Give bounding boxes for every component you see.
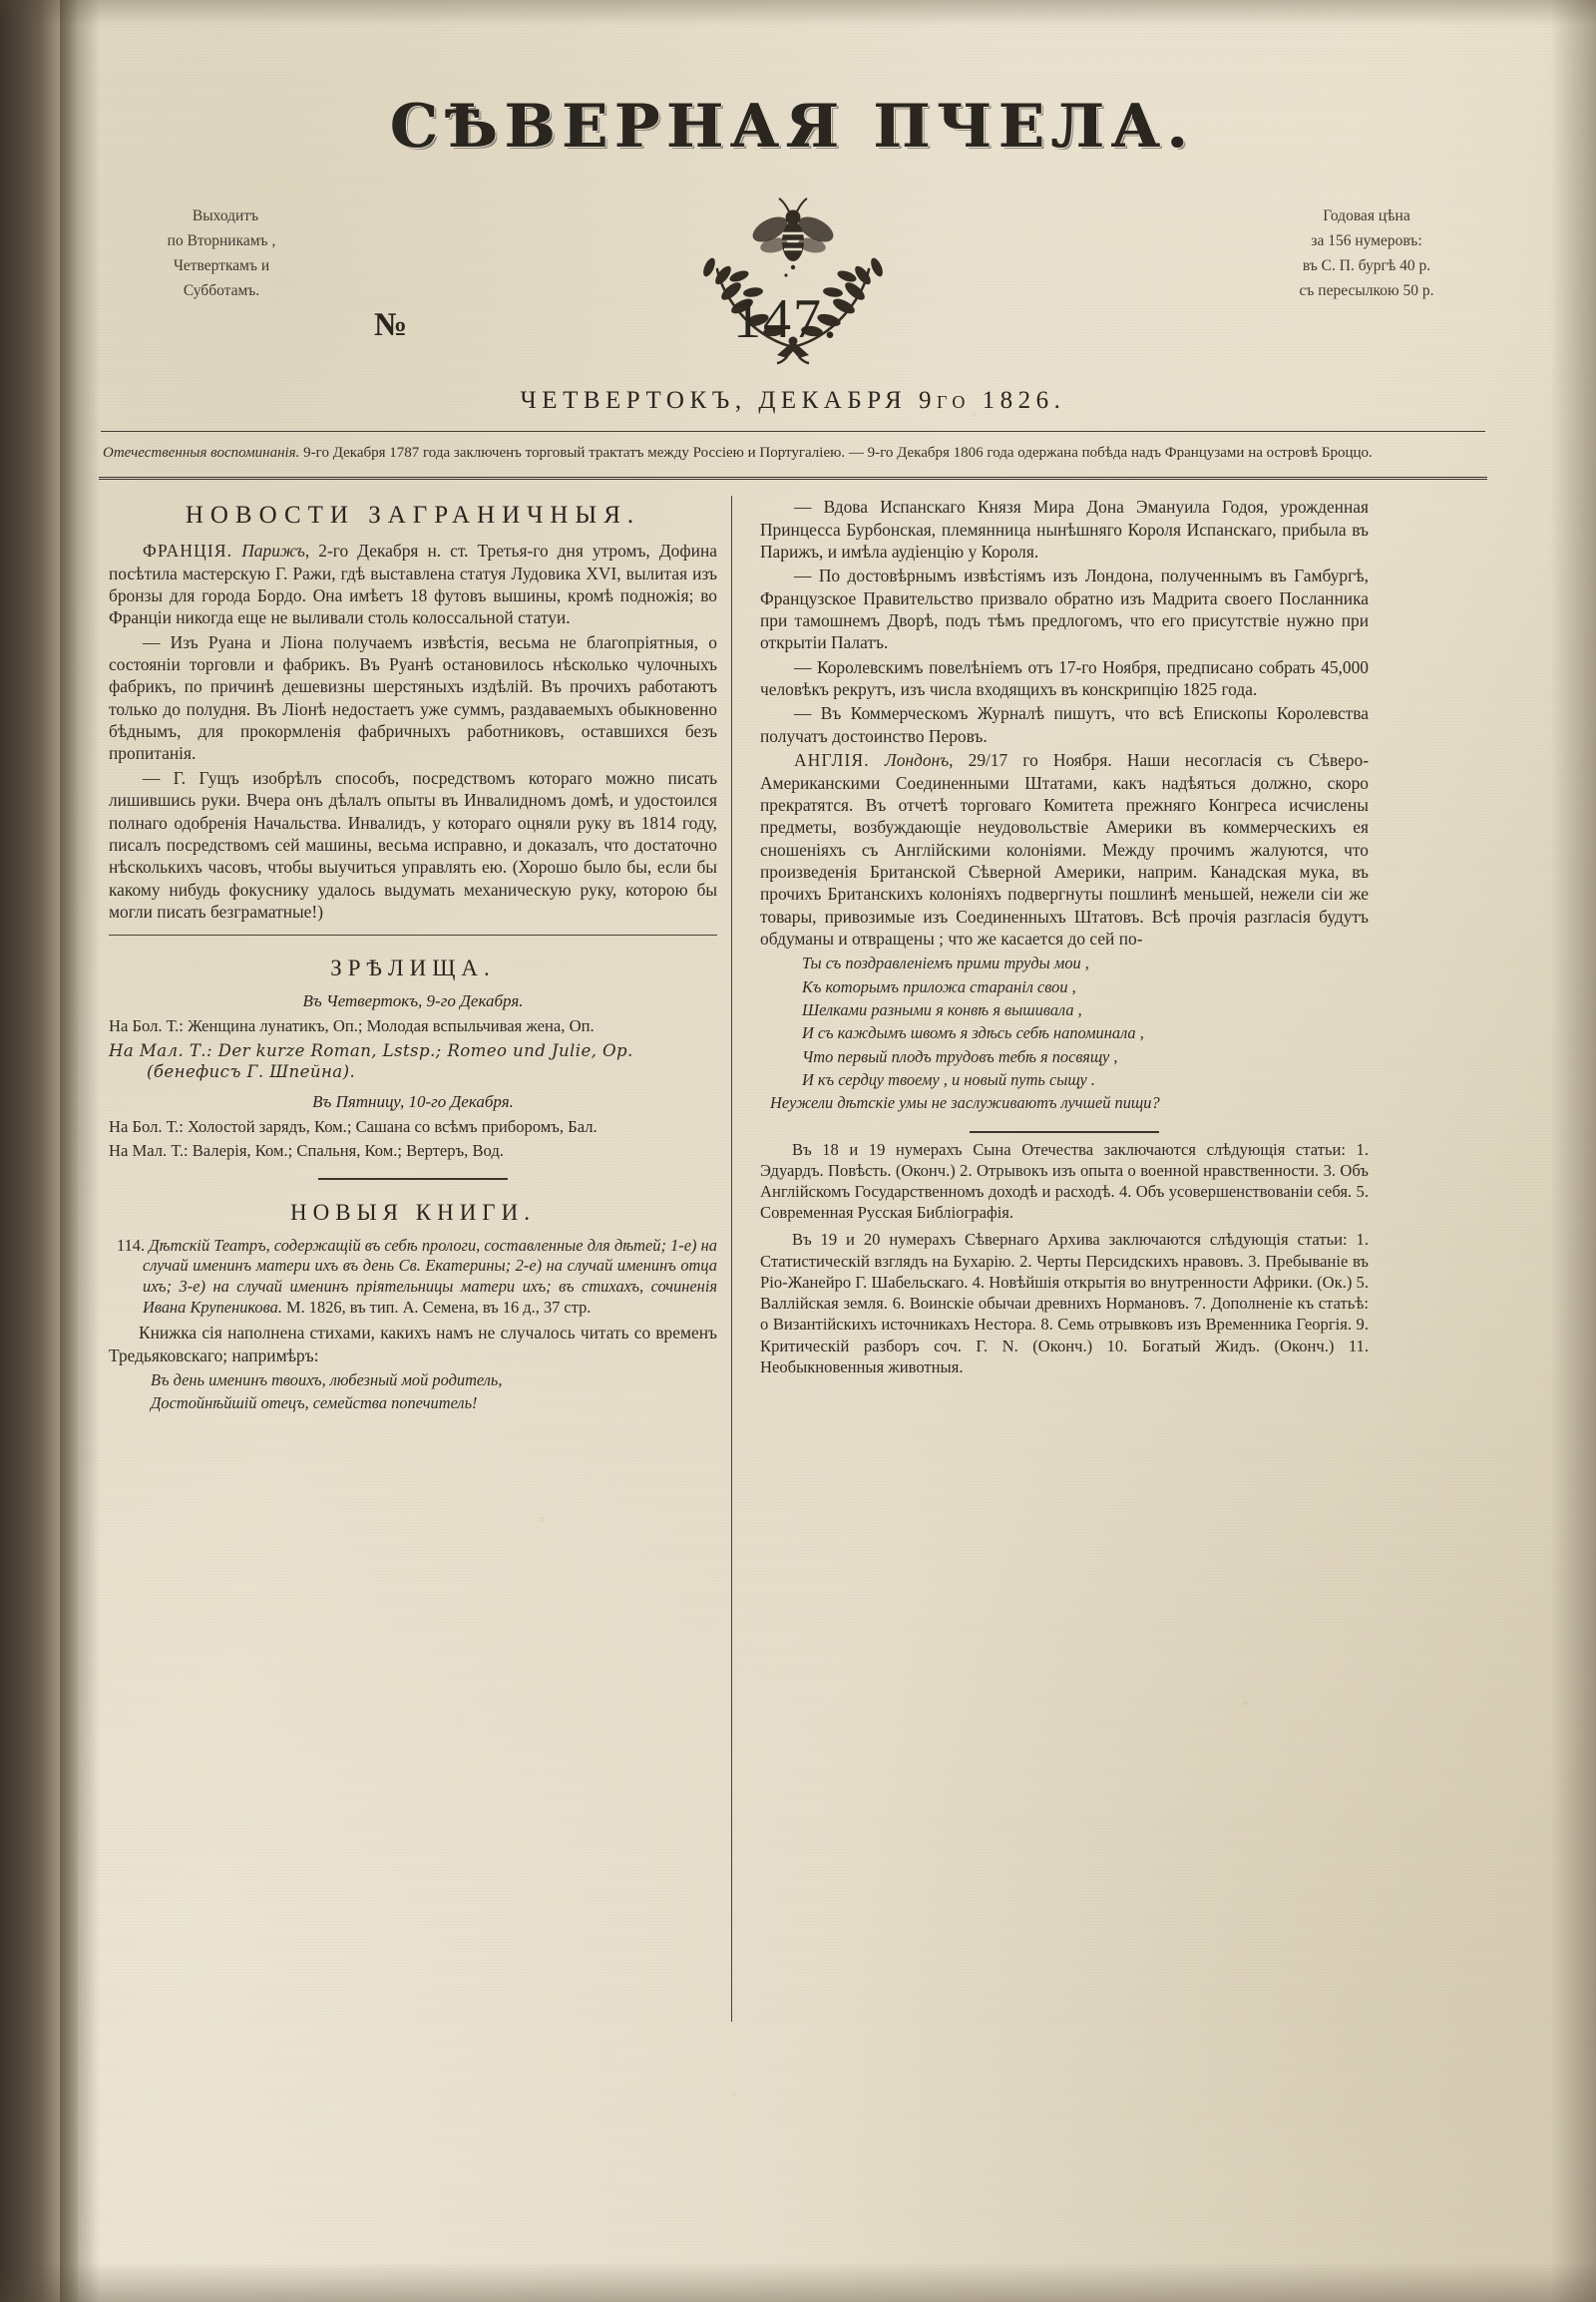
spectacles-listing: На Бол. Т.: Женщина лунатикъ, Оп.; Молодая вспыльчивая жена, Оп.: [109, 1016, 595, 1036]
book-entry: [109, 1236, 717, 1319]
schedule-line-4: Субботамъ.: [183, 282, 260, 300]
verse-line: Къ которымъ приложа стараніл свои ,: [802, 976, 1076, 996]
verse-line: Въ день именинъ твоихъ, любезный мой родитель,: [151, 1369, 503, 1389]
book-entry-number: 114.: [117, 1235, 146, 1255]
schedule-line-2: по Вторникамъ ,: [167, 232, 276, 250]
verse-line: Шелками разными я конвѣ я вышивала ,: [802, 1000, 1082, 1020]
article-england-text: Наши несогласія съ Сѣверо-Американскими Соединенными Штатами, какъ надѣяться должно, скоро прекратятся. Въ отчетѣ торговаго Комитета прежняго Конгреса исчислены предметы, возбуждающіе неудовольствіе Америки въ коммерческихъ ея сношеніяхъ съ Англійскими колоніями. Между прочимъ жалуются, что произведенія Британской Сѣверной Америки, наприм. Канадская мука, въ прочихъ Британскихъ колоніяхъ подвергнуты пошлинѣ меньшей, нежели сіи же товары, привозимые изъ Соединенныхъ Штатовъ. Всѣ прочія разгласія будутъ обдуманы и отвращены ; что же касается до сей по-: [760, 750, 1369, 950]
masthead-title: СѢВЕРНАЯ ПЧЕЛА.: [390, 92, 1196, 162]
right-column: [732, 496, 1383, 2022]
memorial-notes: [103, 442, 1483, 465]
price-line-2: за 156 нумеровъ:: [1311, 232, 1422, 250]
verse-line: И къ сердцу твоему , и новый путь сыщу .: [802, 1069, 1095, 1089]
price-line-1: Годовая цѣна: [1323, 207, 1410, 224]
issue-number-value: 147.: [733, 288, 839, 350]
section-title-new-books: НОВЫЯ КНИГИ.: [290, 1199, 536, 1225]
continued-verse-quote: [760, 952, 1369, 1114]
top-page-shadow: [0, 0, 1596, 26]
book-entry-imprint: М. 1826, въ тип. А. Семена, въ 16 д., 37 стр.: [281, 1297, 592, 1317]
article-french-envoy-madrid: — По достовѣрнымъ извѣстіямъ изъ Лондона, полученнымъ въ Гамбургѣ, Французское Правительство призвало обратно изъ Мадрита своего Посланника при тамошнемъ Дворѣ, подъ тѣмъ предлогомъ, что его присутствіе нужно при открытіи Палатъ.: [760, 566, 1369, 653]
verse-line: Достойнѣйшій отецъ, семейства попечитель!: [151, 1393, 478, 1413]
verse-line: И съ каждымъ швомъ я здѣсь себѣ напоминала ,: [802, 1023, 1144, 1043]
article-place-england: АНГЛІЯ.: [794, 750, 870, 771]
memorial-heading: Отечественныя воспоминанія.: [103, 445, 300, 461]
article-city-london: Лондонъ: [884, 750, 950, 771]
rule-above-memorial: [101, 431, 1485, 432]
journal-contents-northern-archive: Въ 19 и 20 нумерахъ Сѣвернаго Архива заключаются слѣдующія статьи: 1. Статистическій взглядъ на Бухарію. 2. Черты Персидскихъ нравовъ. 3. Пребываніе въ Ріо-Жанейро Г. Шабельскаго. 4. Новѣйшія открытія во внутренности Африки. (Ок.) 5. Валлійская земля. 6. Воинскіе обычаи древнихъ Нормановъ. 7. Дополненіе къ статьѣ: о Византійскихъ источникахъ Нестора. 8. Семь отрывковъ изъ Временника Георгія. 9. Критическій разборъ соч. Г. N. (Оконч.) 10. Богатый Жидъ. (Оконч.) 11. Необыкновенныя животныя.: [760, 1230, 1369, 1376]
book-review-text: Книжка сія наполнена стихами, какихъ намъ не случалось читать со временъ Тредьяковскаго; напримѣръ:: [109, 1323, 717, 1365]
price-line-4: съ пересылкою 50 р.: [1299, 282, 1434, 300]
spectacles-day-heading-friday: Въ Пятницу, 10-го Декабря.: [312, 1092, 514, 1112]
publication-schedule: [117, 203, 326, 303]
masthead-info-row: [95, 180, 1491, 379]
article-england-date: , 29/17 го Ноября.: [949, 750, 1112, 771]
article-england-london: [760, 749, 1369, 950]
rule-above-journal-contents: [970, 1131, 1159, 1133]
article-france: [109, 540, 717, 628]
newspaper-page: [95, 0, 1491, 2302]
gutter-shadow: [60, 0, 100, 2302]
rule-above-new-books: [318, 1178, 508, 1180]
bottom-page-shadow: [0, 2262, 1596, 2302]
price-line-3: въ С. П. бургѣ 40 р.: [1302, 257, 1431, 275]
body-columns: [95, 496, 1491, 2022]
subscription-price: [1252, 203, 1481, 303]
book-verse-quote: [109, 1368, 717, 1415]
article-recruitment-decree: — Королевскимъ повелѣніемъ отъ 17-го Ноября, предписано собрать 45,000 человѣкъ рекрутъ, изъ числа входящихъ въ конскрипцію 1825 года.: [760, 656, 1369, 700]
article-gushch-invention: — Г. Гущъ изобрѣлъ способъ, посредствомъ котораго можно писать лишившись руки. Вчера онъ дѣлалъ опыты въ Инвалидномъ домѣ, и удостоился полнаго одобренія Начальства. Инвалидъ, у котораго оцняли руку въ 1814 году, писалъ посредствомъ сей машины, весьма исправно, и доказалъ, что достаточно нѣсколькихъ часовъ, чтобы выучиться управлять ею. (Хорошо было бы, если бы какому нибудь фокуснику удалось выдумать механическую руку, которою бы могли писать безграматные!): [109, 767, 717, 922]
spectacles-listing: На Мал. Т.: Валерія, Ком.; Спальня, Ком.; Вертеръ, Вод.: [109, 1141, 504, 1161]
rule-above-spectacles: [109, 935, 717, 936]
issue-number-label: [374, 307, 407, 344]
schedule-line-3: Четверткамъ и: [173, 257, 270, 275]
book-entry-title: Дѣтскій Театръ, содержащій въ себѣ прологи, составленные для дѣтей; 1-е) на случай именинъ матери ихъ въ день Св. Екатерины; 2-е) на случай именинъ отца ихъ; 3-е) на случай именинъ пріятельницы матери ихъ; въ стихахъ, сочиненія Ивана Крупеникова.: [143, 1235, 717, 1317]
spectacles-listing: На Бол. Т.: Холостой зарядъ, Ком.; Сашана со всѣмъ приборомъ, Бал.: [109, 1117, 598, 1137]
article-bishops-peerage: — Въ Коммерческомъ Журналѣ пишутъ, что всѣ Епископы Королевства получатъ достоинство Перовъ.: [760, 703, 1369, 746]
article-place-france: ФРАНЦІЯ.: [143, 541, 233, 562]
right-page-shadow: [1550, 0, 1596, 2302]
rule-below-memorial: [99, 477, 1487, 480]
article-godoy-widow: — Вдова Испанскаго Князя Мира Дона Эмануила Годоя, урожденная Принцесса Бурбонская, племянница нынѣшняго Короля Испанскаго, прибыла въ Парижъ, и имѣла аудіенцію у Короля.: [760, 497, 1369, 562]
article-france-text: , 2-го Декабря н. ст. Третья-го дня утромъ, Дофина посѣтила мастерскую Г. Ражи, гдѣ выставлена статуя Лудовика XVI, вылитая изъ бронзы для города Бордо. Она имѣетъ 18 футовъ вышины, кромѣ подножія; во Франціи никогда еще не выливали столь колоссальной статуи.: [109, 541, 717, 628]
memorial-text: 9-го Декабря 1787 года заключенъ торговый трактатъ между Россіею и Португаліею. — 9-го Декабря 1806 года одержана побѣда надъ Французами на островѣ Броццо.: [299, 445, 1373, 461]
section-title-foreign-news: НОВОСТИ ЗАГРАНИЧНЫЯ.: [185, 502, 641, 530]
article-rouen-lyon: — Изъ Руана и Ліона получаемъ извѣстія, весьма не благопріятныя, о состояніи торговли и фабрикъ. Въ Руанѣ остановилось нѣсколько чулочныхъ фабрикъ, по причинѣ дешевизны шерстяныхъ издѣлій. Въ прочихъ работаютъ только до полудня. Въ Ліонѣ недостаетъ уже суммъ, раздаваемыхъ обыкновенно бѣднымъ, для прокормленія фабричныхъ работниковъ, оставшихся безъ пропитанія.: [109, 631, 717, 764]
journal-contents-son-of-fatherland: Въ 18 и 19 нумерахъ Сына Отечества заключаются слѣдующія статьи: 1. Эдуардъ. Повѣсть. (Оконч.) 2. Отрывокъ изъ опыта о военной нравственности. 3. Объ Англійскомъ Государственномъ доходѣ и расходѣ. 4. Объ усовершенствованіи себя. 5. Современная Русская Библіографія.: [760, 1139, 1369, 1223]
schedule-line-1: Выходитъ: [192, 207, 259, 224]
verse-line: Что первый плодъ трудовъ тебѣ я посвящу ,: [802, 1046, 1118, 1066]
verse-closing-question: Неужели дѣтскіе умы не заслуживаютъ лучшей пищи?: [770, 1093, 1160, 1113]
verse-line: Ты съ поздравленіемъ прими труды мои ,: [802, 954, 1089, 973]
article-city-paris: Парижъ: [241, 541, 305, 562]
section-title-spectacles: ЗРѢЛИЩА.: [330, 956, 496, 981]
spectacles-listing: На Мал. Т.: Der kurze Roman, Lstsp.; Romeo und Julie, Op. (бенефисъ Г. Шпейна).: [109, 1040, 633, 1081]
left-column: [95, 496, 732, 2022]
dateline: ЧЕТВЕРТОКЪ, ДЕКАБРЯ 9го 1826.: [520, 387, 1066, 414]
spectacles-day-heading-thursday: Въ Четвертокъ, 9-го Декабря.: [302, 991, 524, 1011]
number-sign: №: [374, 307, 408, 343]
